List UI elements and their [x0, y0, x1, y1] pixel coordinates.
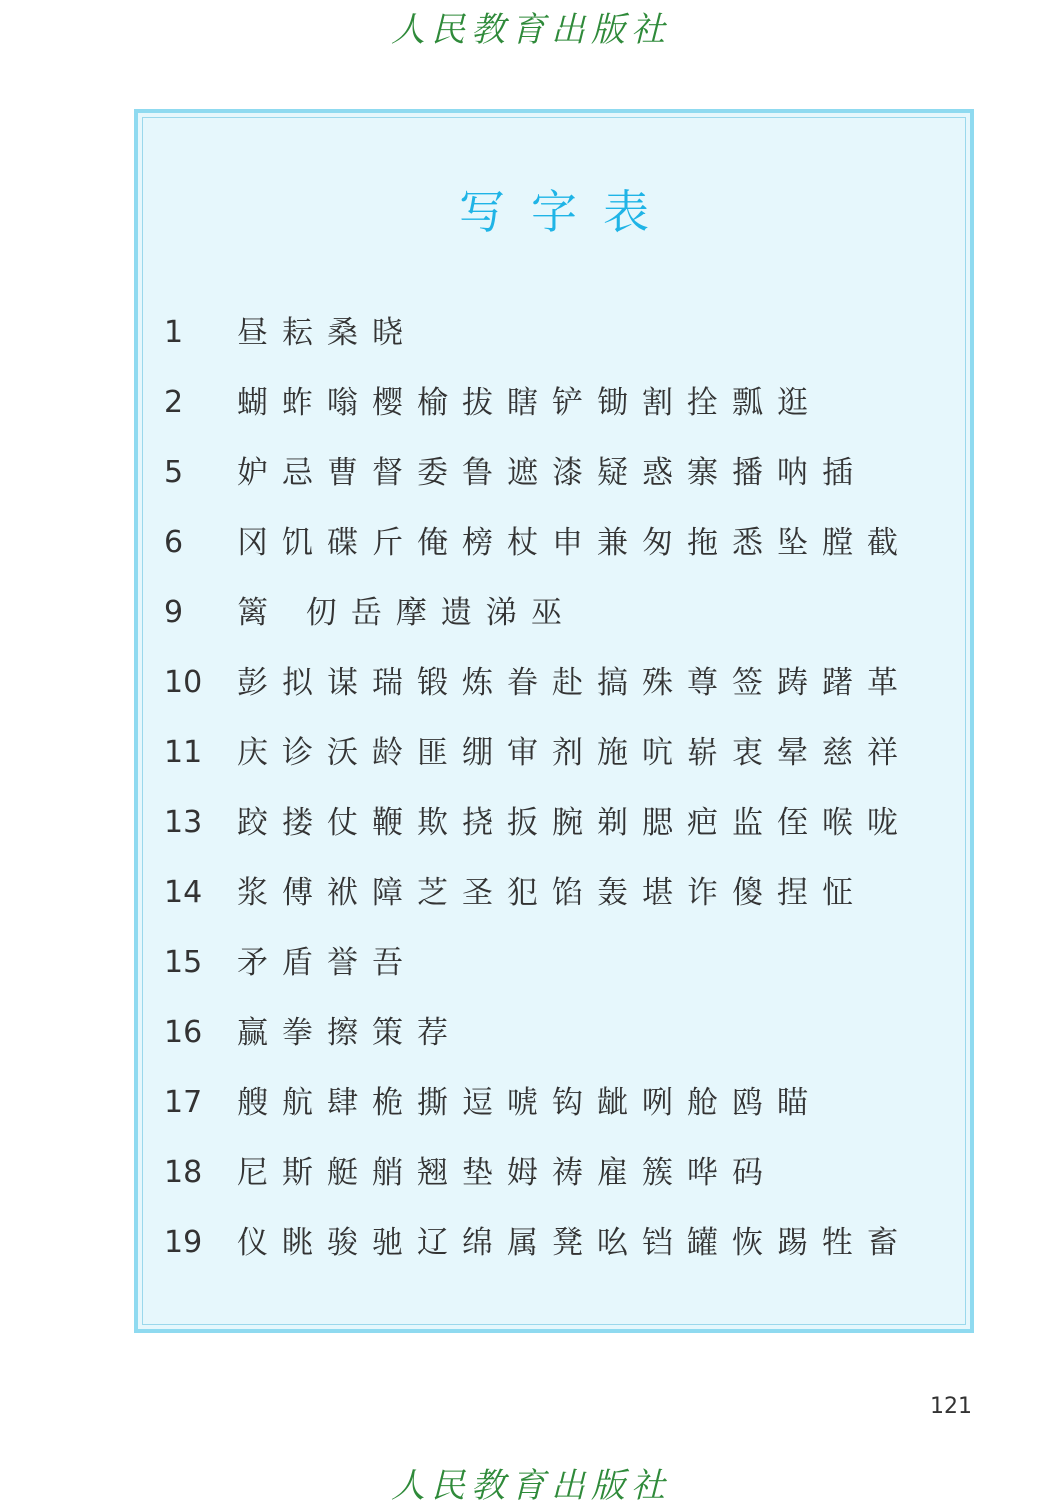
lesson-characters: 昼耘桑晓: [237, 315, 417, 351]
lesson-number: 19: [164, 1225, 203, 1260]
page-number: 121: [930, 1394, 972, 1419]
list-item: [0, 518, 1000, 568]
list-item: [0, 1008, 1000, 1058]
lesson-number: 10: [164, 665, 203, 700]
lesson-characters: 尼斯艇艄翘垫姆祷雇簇哗码: [237, 1155, 777, 1191]
list-item: [0, 308, 1000, 358]
lesson-characters: 矛盾誉吾: [237, 945, 417, 981]
list-item: [0, 1148, 1000, 1198]
panel-inner-border: [142, 117, 966, 1325]
lesson-number: 18: [164, 1155, 203, 1190]
lesson-number: 9: [164, 595, 184, 630]
lesson-characters: 仪眺骏驰辽绵属凳吆铛罐恢踢牲畜: [237, 1225, 912, 1261]
list-item: [0, 1218, 1000, 1268]
list-item: [0, 1078, 1000, 1128]
list-item: [0, 798, 1000, 848]
lesson-characters: 冈饥碟斤俺榜杖申兼匆拖悉坠膛截: [237, 525, 912, 561]
list-item: [0, 868, 1000, 918]
lesson-characters: 篱 仞岳摩遗涕巫: [237, 595, 576, 631]
lesson-number: 13: [164, 805, 203, 840]
lesson-characters: 跤搂仗鞭欺挠扳腕剃腮疤监侄喉咙: [237, 805, 912, 841]
list-item: [0, 938, 1000, 988]
list-item: [0, 588, 1000, 638]
list-item: [0, 378, 1000, 428]
lesson-number: 6: [164, 525, 184, 560]
lesson-characters: 蝴蚱嗡樱榆拔瞎铲锄割拴瓢逛: [237, 385, 822, 421]
lesson-characters: 艘航肆桅撕逗唬钩龇咧舱鸥瞄: [237, 1085, 822, 1121]
lesson-characters: 庆诊沃龄匪绷审剂施吭崭衷晕慈祥: [237, 735, 912, 771]
lesson-number: 2: [164, 385, 184, 420]
list-item: [0, 448, 1000, 498]
list-item: [0, 728, 1000, 778]
lesson-number: 16: [164, 1015, 203, 1050]
list-item: [0, 658, 1000, 708]
lesson-number: 5: [164, 455, 184, 490]
lesson-number: 17: [164, 1085, 203, 1120]
lesson-characters: 浆傅袱障芝圣犯馅轰堪诈傻捏怔: [237, 875, 867, 911]
publisher-footer: 人民教育出版社: [391, 1466, 671, 1506]
lesson-characters: 赢拳擦策荐: [237, 1015, 462, 1051]
lesson-characters: 彭拟谋瑞锻炼眷赴搞殊尊签踌躇革: [237, 665, 912, 701]
publisher-header: 人民教育出版社: [391, 10, 671, 50]
page-title: 写字表: [459, 185, 675, 239]
lesson-number: 1: [164, 315, 184, 350]
lesson-number: 15: [164, 945, 203, 980]
lesson-number: 14: [164, 875, 203, 910]
lesson-number: 11: [164, 735, 203, 770]
lesson-characters: 妒忌曹督委鲁遮漆疑惑寨播呐插: [237, 455, 867, 491]
